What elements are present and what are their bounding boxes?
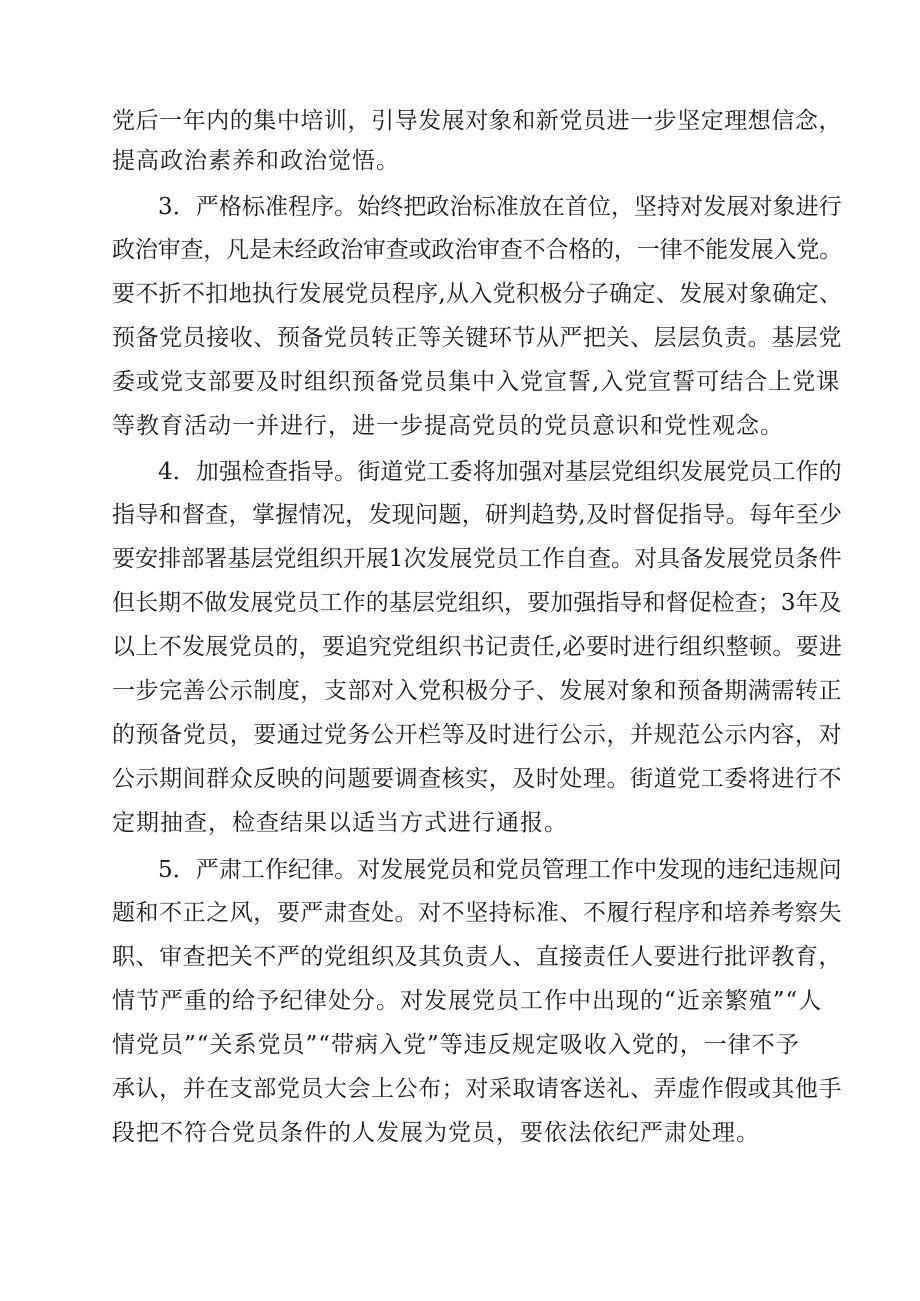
text-line: 的预备党员，要通过党务公开栏等及时进行公示，并规范公示内容，对 bbox=[112, 722, 842, 748]
text-line: 等教育活动一并进行，进一步提高党员的党员意识和党性观念。 bbox=[112, 413, 784, 439]
text-line: 定期抽查，检查结果以适当方式进行通报。 bbox=[112, 810, 568, 836]
text-line: 党后一年内的集中培训，引导发展对象和新党员进一步坚定理想信念， bbox=[112, 108, 842, 134]
text-line: 段把不符合党员条件的人发展为党员，要依法依纪严肃处理。 bbox=[112, 1120, 760, 1146]
text-line: 但长期不做发展党员工作的基层党组织，要加强指导和督促检查；3年及 bbox=[112, 590, 842, 616]
text-line: 委或党支部要及时组织预备党员集中入党宣誓,入党宣誓可结合上党课 bbox=[112, 369, 841, 395]
text-line: 预备党员接收、预备党员转正等关键环节从严把关、层层负责。基层党 bbox=[112, 325, 842, 351]
paragraph-4-heading-line: 4．加强检查指导。街道党工委将加强对基层党组织发展党员工作的 bbox=[158, 459, 842, 485]
text-line: 要不折不扣地执行发展党员程序,从入党积极分子确定、发展对象确定、 bbox=[112, 281, 842, 307]
text-line: 题和不正之风，要严肃查处。对不坚持标准、不履行程序和培养考察失 bbox=[112, 900, 842, 926]
text-line: 一步完善公示制度，支部对入党积极分子、发展对象和预备期满需转正 bbox=[112, 678, 842, 704]
paragraph-3-heading-line: 3．严格标准程序。始终把政治标准放在首位，坚持对发展对象进行 bbox=[158, 194, 842, 220]
text-line: 公示期间群众反映的问题要调查核实，及时处理。街道党工委将进行不 bbox=[112, 766, 842, 792]
text-line: 要安排部署基层党组织开展1次发展党员工作自查。对具备发展党员条件 bbox=[112, 546, 842, 572]
text-line: 提高政治素养和政治觉悟。 bbox=[112, 148, 400, 174]
text-line: 以上不发展党员的，要追究党组织书记责任,必要时进行组织整顿。要进 bbox=[112, 634, 842, 660]
text-line: 职、审查把关不严的党组织及其负责人、直接责任人要进行批评教育， bbox=[112, 944, 842, 970]
text-line: 情党员”“关系党员”“带病入党”等违反规定吸收入党的，一律不予 bbox=[112, 1032, 800, 1058]
text-line: 情节严重的给予纪律处分。对发展党员工作中出现的“近亲繁殖”“人 bbox=[112, 988, 823, 1014]
paragraph-5-heading-line: 5．严肃工作纪律。对发展党员和党员管理工作中发现的违纪违规问 bbox=[158, 857, 842, 883]
text-line: 政治审查，凡是未经政治审查或政治审查不合格的，一律不能发展入党。 bbox=[112, 237, 842, 263]
text-line: 指导和督查，掌握情况，发现问题，研判趋势,及时督促指导。每年至少 bbox=[112, 502, 842, 528]
text-line: 承认，并在支部党员大会上公布；对采取请客送礼、弄虚作假或其他手 bbox=[112, 1076, 842, 1102]
